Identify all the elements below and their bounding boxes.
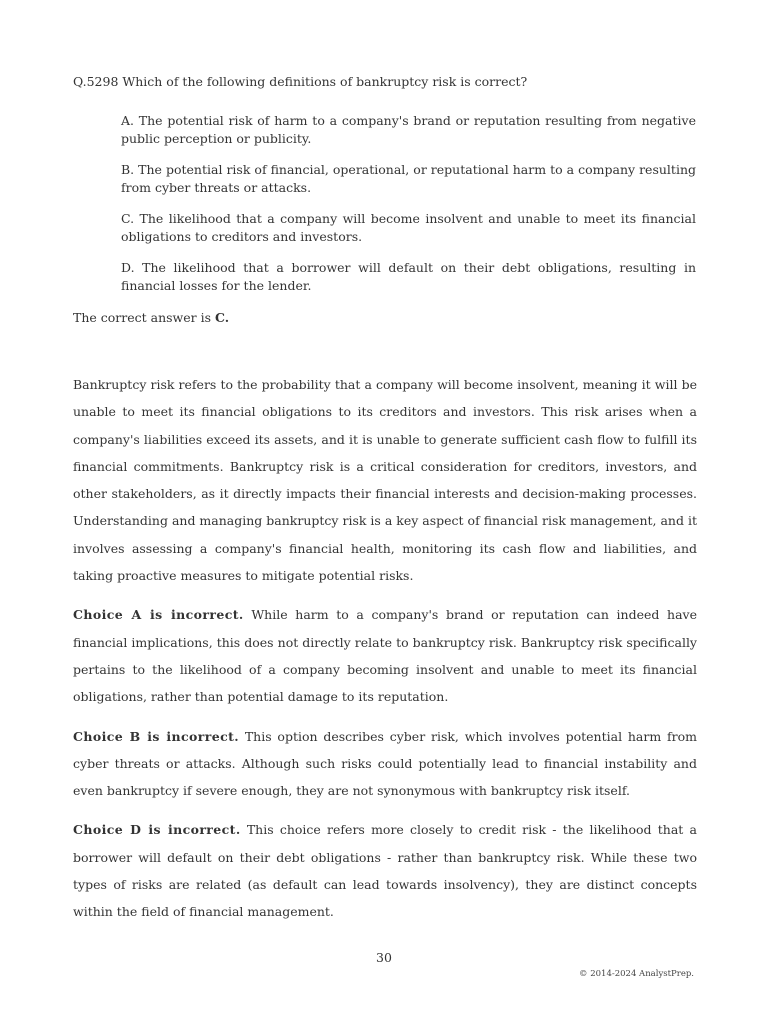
correct-answer-prefix: The correct answer is	[73, 310, 215, 325]
choice-d-text: This choice refers more closely to credit risk - the likelihood that a borrower will default on their debt obligations - rather than bankruptcy risk. While these two types of risks are related (as default can lead towards insolvency), they are distinct concepts within the field of financial management.	[73, 822, 697, 920]
correct-answer-line	[73, 309, 229, 327]
choice-a-label: Choice A is incorrect.	[73, 607, 244, 623]
explanation-intro: Bankruptcy risk refers to the probability that a company will become insolvent, meaning it will be unable to meet its financial obligations to its creditors and investors. This risk arises when a company's liabilities exceed its assets, and it is unable to generate sufficient cash flow to fulfill its financial commitments. Bankruptcy risk is a critical consideration for creditors, investors, and other stakeholders, as it directly impacts their financial interests and decision-making processes. Understanding and managing bankruptcy risk is a key aspect of financial risk management, and it involves assessing a company's financial health, monitoring its cash flow and liabilities, and taking proactive measures to mitigate potential risks.	[73, 377, 697, 584]
option-a: A. The potential risk of harm to a company's brand or reputation resulting from negative public perception or publicity.	[121, 113, 696, 146]
option-d: D. The likelihood that a borrower will default on their debt obligations, resulting in financial losses for the lender.	[121, 260, 696, 293]
choice-b-text: This option describes cyber risk, which involves potential harm from cyber threats or attacks. Although such risks could potentially lead to financial instability and even bankruptcy if severe enough, they are not synonymous with bankruptcy risk itself.	[73, 728, 697, 799]
option-b: B. The potential risk of financial, operational, or reputational harm to a company resulting from cyber threats or attacks.	[121, 162, 696, 195]
choice-a-text: While harm to a company's brand or reputation can indeed have financial implications, this does not directly relate to bankruptcy risk. Bankruptcy risk specifically pertains to the likelihood of a company becoming insolvent and unable to meet its financial obligations, rather than potential damage to its reputation.	[73, 607, 697, 705]
explanation	[73, 371, 697, 938]
choice-d-label: Choice D is incorrect.	[73, 822, 241, 838]
page-number: 30	[376, 950, 392, 965]
answer-options-list	[121, 112, 696, 308]
copyright-notice: © 2014-2024 AnalystPrep.	[579, 969, 694, 979]
choice-a-explanation	[73, 601, 697, 710]
choice-b-explanation	[73, 723, 697, 805]
question-text: Q.5298 Which of the following definitions of bankruptcy risk is correct?	[73, 74, 528, 89]
choice-b-label: Choice B is incorrect.	[73, 728, 240, 744]
correct-answer-letter: C.	[214, 310, 230, 325]
choice-d-explanation	[73, 816, 697, 925]
option-c: C. The likelihood that a company will become insolvent and unable to meet its financial obligations to creditors and investors.	[121, 211, 696, 244]
